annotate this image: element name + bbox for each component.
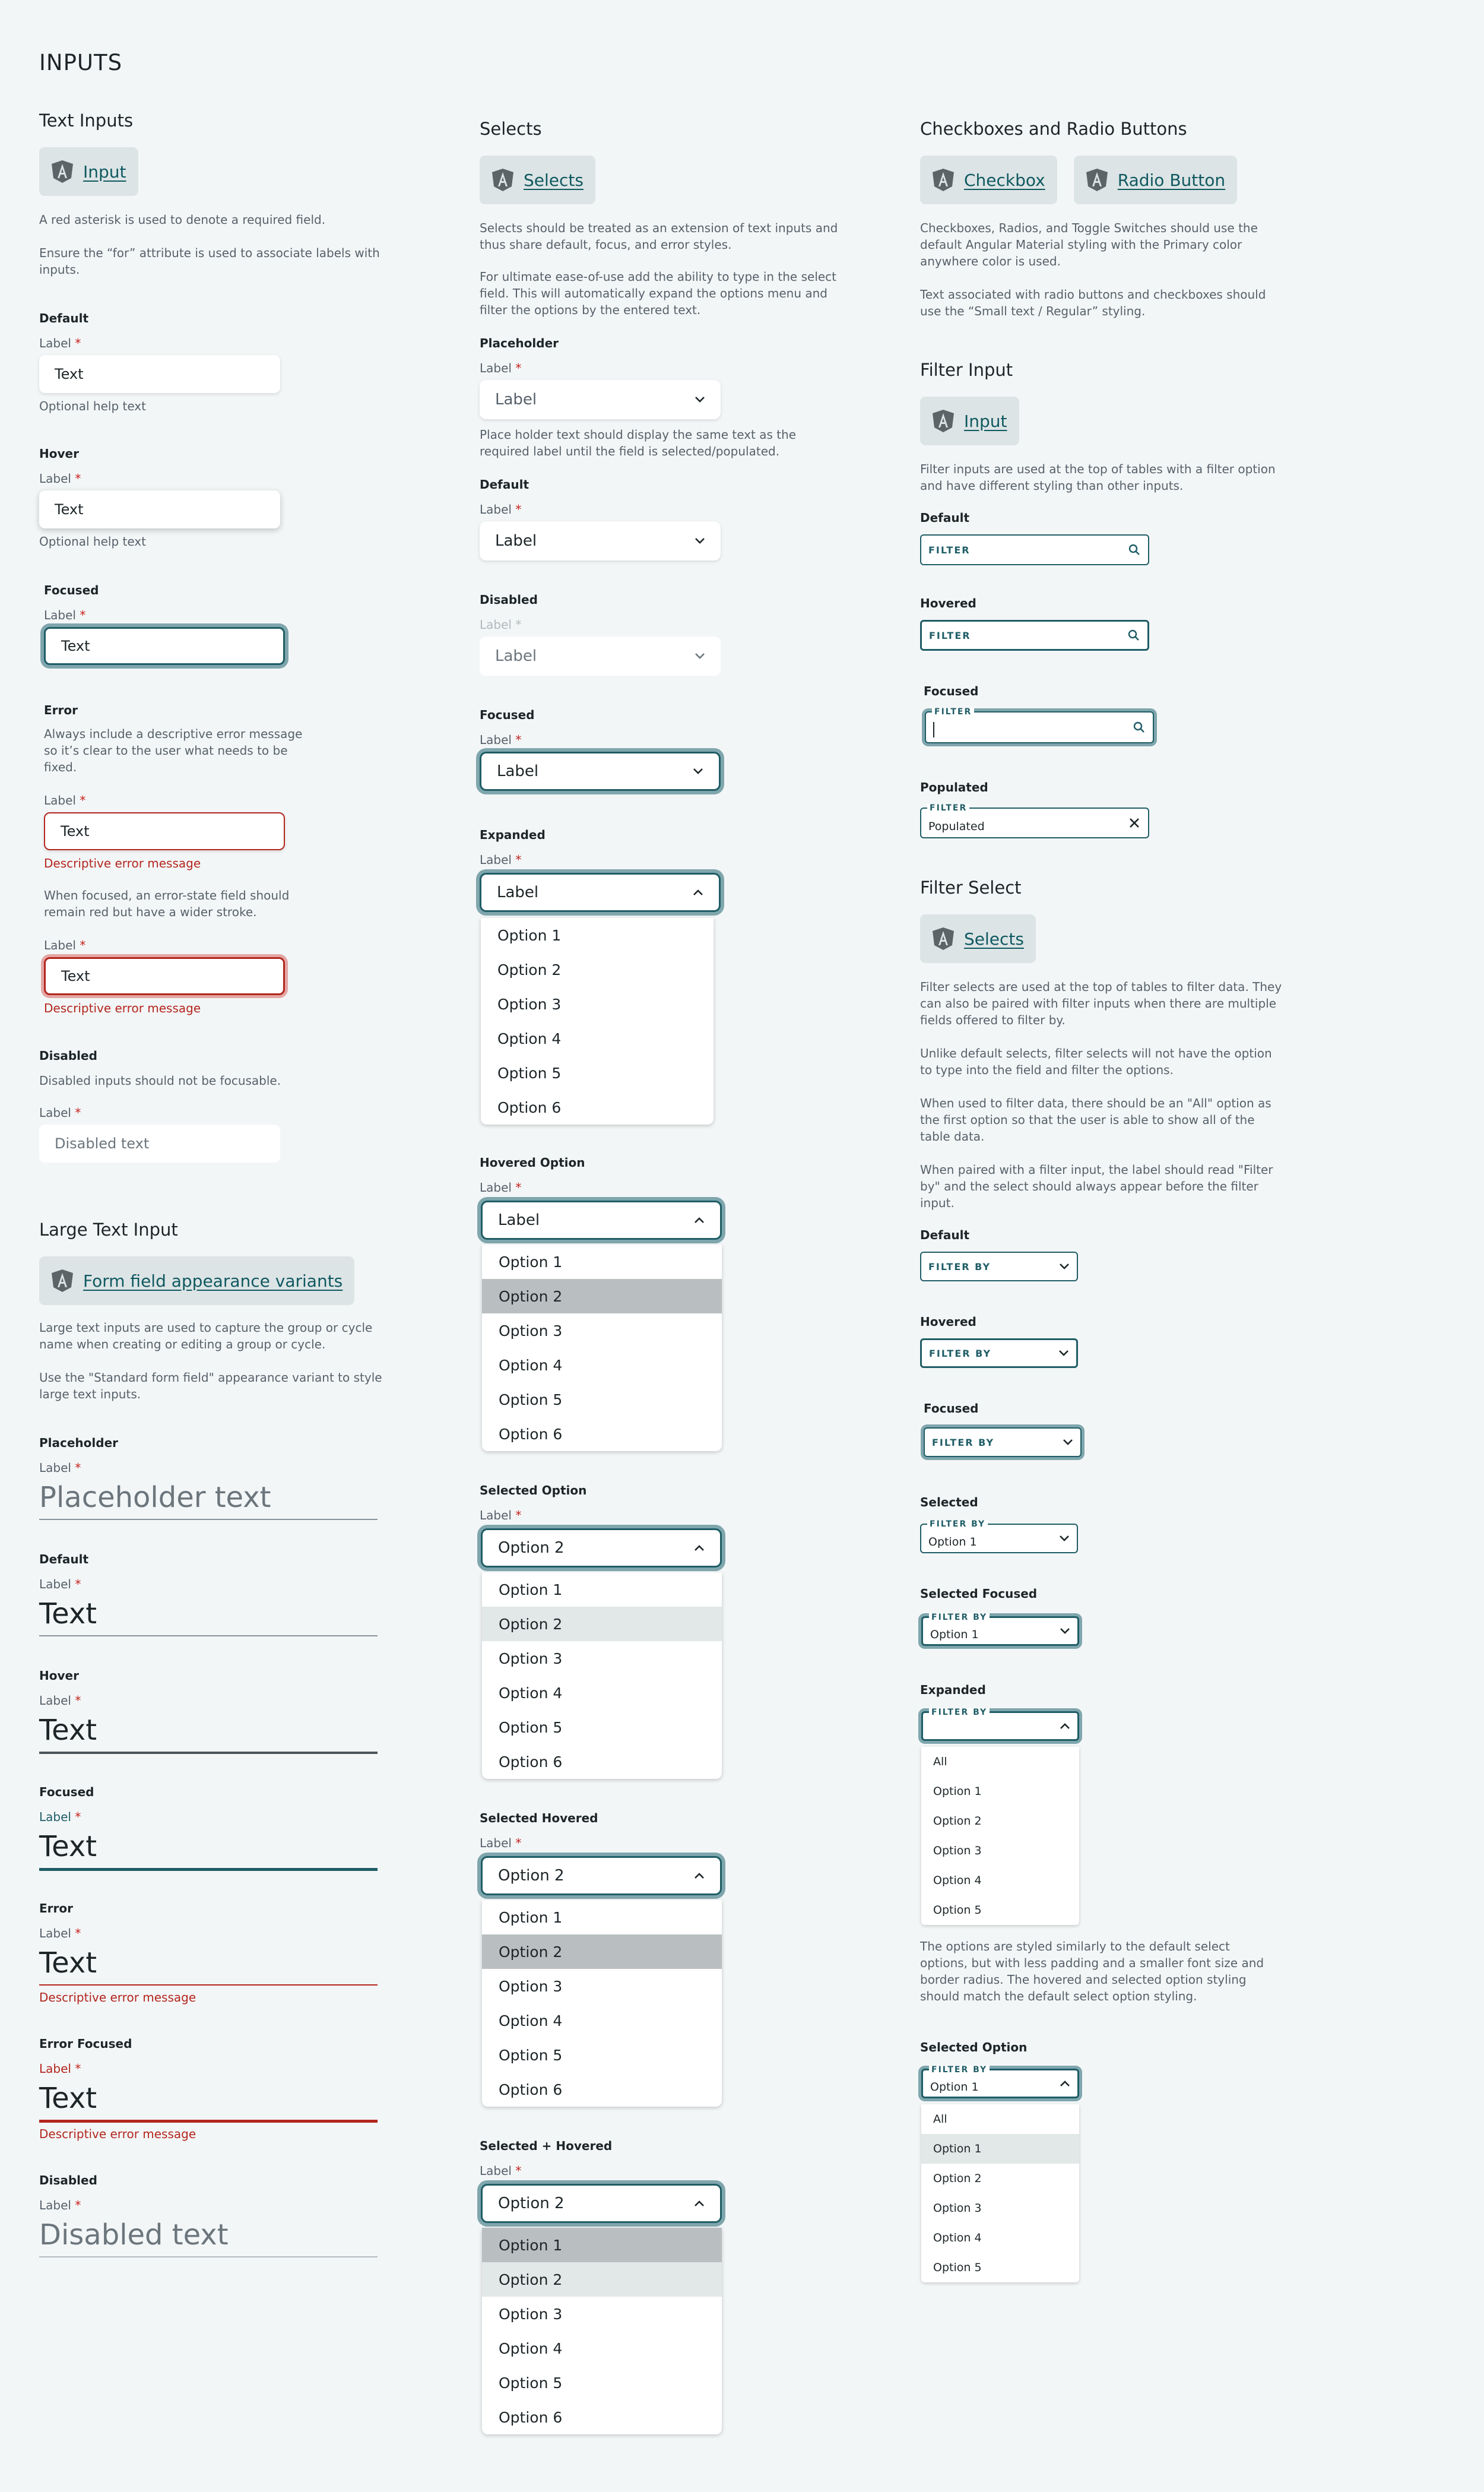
field-label: Label * [480,2164,522,2178]
angular-shield-icon [932,409,955,433]
select-selected-plus-hovered[interactable]: Option 2 [481,2184,722,2223]
select-focused-title: Focused [480,708,535,722]
text-input-hover[interactable]: Text [39,490,280,528]
select-option[interactable]: Option 1 [499,1581,563,1598]
select-option-hovered[interactable]: Option 2 [482,1279,722,1313]
select-selected-hovered-menu [482,1900,722,2107]
large-input-placeholder[interactable]: Placeholder text [39,1481,378,1520]
form-field-variants-link[interactable]: Form field appearance variants [83,1271,343,1291]
select-option[interactable]: Option 6 [499,1425,563,1443]
selects-desc-2: For ultimate ease-of-use add the ability to type in the select field. This will automatically expand the options menu and filter the options by the entered text. [480,270,837,317]
chevron-down-icon [695,653,705,660]
select-option[interactable]: Option 3 [499,1322,563,1340]
error-message: Descriptive error message [44,856,201,870]
select-hovered-option[interactable]: Label [481,1201,722,1240]
error-message: Descriptive error message [39,1990,196,2005]
filter-select-desc-1: Filter selects are used at the top of tables to filter data. They can also be paired with filter inputs when there are multiple fields offered to filter by. [920,980,1282,1027]
close-icon[interactable] [1128,816,1141,829]
filter-option[interactable]: Option 4 [933,1874,982,1887]
large-input-desc-2: Use the "Standard form field" appearance variant to style large text inputs. [39,1370,382,1401]
filter-select-selected-focused[interactable]: FILTER BY Option 1 [921,1616,1079,1646]
select-option[interactable]: Option 5 [499,2374,563,2392]
filter-input-docs-link[interactable]: Input [964,411,1007,431]
select-option[interactable]: Option 4 [499,2339,563,2357]
filter-select-hovered[interactable]: FILTER BY [920,1338,1078,1368]
filter-option[interactable]: Option 2 [933,2172,982,2185]
field-label: Label * [39,1106,81,1120]
radio-docs-chip[interactable] [1074,156,1237,204]
chevron-down-icon [1063,1439,1073,1446]
select-option-selected-hovered[interactable]: Option 2 [482,1934,722,1969]
filter-option[interactable]: Option 1 [933,1785,982,1798]
filter-select-note: The options are styled similarly to the default select options, but with less padding and a smaller font size and border radius. The hovered and selected option styling should match the default select option styling. [920,1939,1264,2003]
angular-shield-icon [51,1269,74,1293]
field-label: Label * [480,1180,522,1195]
fs-expanded-title: Expanded [920,1683,986,1697]
select-expanded-title: Expanded [480,828,546,842]
field-label: Label * [39,2198,81,2212]
select-option[interactable]: Option 4 [497,1030,562,1047]
search-icon [1127,629,1140,642]
large-error-title: Error [39,1901,73,1915]
fs-selected-title: Selected [920,1495,978,1509]
text-input-disabled: Disabled text [39,1125,280,1163]
large-default-title: Default [39,1552,89,1566]
filter-option[interactable]: Option 5 [933,1904,982,1917]
chevron-down-icon [695,537,705,544]
filter-select-default[interactable]: FILTER BY [920,1252,1078,1281]
radio-docs-link[interactable]: Radio Button [1117,170,1226,190]
chevron-up-icon [1060,2080,1070,2087]
search-icon [1133,721,1146,734]
input-docs-link[interactable]: Input [83,162,126,182]
filter-select-docs-chip[interactable] [920,914,1036,963]
field-label: Label * [39,1810,81,1824]
hover-title: Hover [39,447,79,461]
select-option[interactable]: Option 4 [499,2012,563,2029]
error-message: Descriptive error message [44,1001,201,1015]
filter-option[interactable]: Option 5 [933,2261,982,2274]
select-option[interactable]: Option 6 [499,1753,563,1771]
form-field-variants-chip[interactable] [39,1256,354,1305]
select-option[interactable]: Option 3 [499,2305,563,2323]
filter-select-focused[interactable]: FILTER BY [924,1427,1082,1457]
fs-selected-option-title: Selected Option [920,2040,1028,2054]
select-option-selected[interactable]: Option 2 [482,2262,722,2297]
filter-floating-label: FILTER BY [929,1613,990,1622]
select-option[interactable]: Option 1 [499,1908,563,1926]
checkboxes-heading: Checkboxes and Radio Buttons [920,119,1187,139]
field-label: Label * [480,1508,522,1522]
select-option[interactable]: Option 3 [497,995,562,1013]
select-option[interactable]: Option 4 [499,1356,563,1374]
select-disabled: Label [480,637,721,676]
disabled-desc: Disabled inputs should not be focusable. [39,1074,281,1088]
checkboxes-desc-1: Checkboxes, Radios, and Toggle Switches should use the default Angular Material styling with the Primary color anywhere color is used. [920,221,1258,268]
select-selected-option[interactable]: Option 2 [481,1528,722,1568]
filter-select-desc-4: When paired with a filter input, the label should read "Filter by" and the select should always appear before the filter input. [920,1163,1273,1210]
fs-selected-focused-title: Selected Focused [920,1587,1038,1601]
chevron-up-icon [694,2200,705,2207]
chevron-down-icon [1058,1350,1069,1357]
disabled-title: Disabled [39,1049,97,1063]
large-input-error-focused[interactable]: Text [39,2082,378,2123]
text-cursor [933,722,934,737]
filter-populated-title: Populated [920,780,988,794]
hovered-option-title: Hovered Option [480,1155,585,1170]
filter-option[interactable]: Option 3 [933,1844,982,1857]
selected-option-title: Selected Option [480,1483,587,1497]
select-option[interactable]: Option 6 [497,1098,562,1116]
angular-shield-icon [492,168,514,192]
filter-select-selected-menu [921,2104,1079,2282]
select-expanded[interactable]: Label [480,873,721,912]
select-option[interactable]: Option 1 [499,1253,563,1271]
fs-default-title: Default [920,1228,970,1242]
select-placeholder-desc: Place holder text should display the same text as the required label until the field is selected/populated. [480,428,797,458]
filter-hovered-title: Hovered [920,596,976,610]
filter-option[interactable]: All [933,2113,947,2126]
chevron-up-icon [694,1217,705,1224]
filter-select-selected[interactable]: FILTER BY Option 1 [920,1524,1078,1553]
field-label: Label * [39,1461,81,1475]
select-default[interactable]: Label [480,521,721,561]
filter-option[interactable]: All [933,1755,947,1768]
filter-floating-label: FILTER BY [929,2066,990,2074]
text-inputs-desc-2: Ensure the “for” attribute is used to associate labels with inputs. [39,246,380,277]
chevron-down-icon [1059,1535,1070,1542]
filter-floating-label: FILTER [932,708,974,716]
chevron-down-icon [695,396,705,403]
filter-select-desc-3: When used to filter data, there should be an "All" option as the first option so that the user is able to show all of the table data. [920,1096,1271,1144]
field-label: Label * [480,1836,522,1850]
checkbox-docs-chip[interactable] [920,156,1057,204]
select-option-hovered[interactable]: Option 1 [482,2228,722,2262]
filter-focused-title: Focused [924,684,979,698]
selects-docs-link[interactable]: Selects [524,170,584,190]
error-desc: Always include a descriptive error message so it’s clear to the user what needs to be fixed. [44,727,303,774]
large-input-desc-1: Large text inputs are used to capture the group or cycle name when creating or editing a group or cycle. [39,1321,373,1351]
error-focus-desc: When focused, an error-state field should remain red but have a wider stroke. [44,888,290,919]
filter-select-selected-option[interactable]: FILTER BY Option 1 [921,2069,1079,2098]
angular-shield-icon [1086,168,1108,192]
large-error-focused-title: Error Focused [39,2037,132,2051]
page-title: INPUTS [39,50,123,75]
select-expanded-menu [481,918,714,1125]
chevron-up-icon [694,1872,705,1879]
filter-option[interactable]: Option 3 [933,2202,982,2215]
filter-input-populated[interactable]: FILTER Populated [920,808,1149,838]
filter-floating-label: FILTER BY [927,1520,988,1528]
filter-select-docs-link[interactable]: Selects [964,929,1024,949]
angular-shield-icon [51,160,74,183]
select-option[interactable]: Option 6 [499,2408,563,2426]
selects-desc-1: Selects should be treated as an extension of text inputs and thus share default, focus, and error styles. [480,221,838,252]
select-option[interactable]: Option 6 [499,2081,563,2098]
field-label: Label * [39,2062,81,2076]
select-placeholder-title: Placeholder [480,336,559,350]
angular-shield-icon [932,168,955,192]
select-selected-hovered[interactable]: Option 2 [481,1856,722,1895]
fs-focused-title: Focused [924,1401,979,1416]
help-text: Optional help text [39,399,146,413]
select-option[interactable]: Option 3 [499,1977,563,1995]
select-default-title: Default [480,477,529,492]
large-disabled-title: Disabled [39,2173,97,2187]
select-option[interactable]: Option 5 [499,1718,563,1736]
select-option[interactable]: Option 4 [499,1684,563,1702]
large-focused-title: Focused [39,1785,94,1799]
field-label: Label * [39,1693,81,1708]
select-option[interactable]: Option 5 [499,2046,563,2064]
checkbox-radio-chips [920,156,1237,204]
selects-heading: Selects [480,119,542,139]
field-label: Label * [480,502,522,517]
chevron-down-icon [1060,1627,1070,1635]
select-option-selected[interactable]: Option 2 [482,1607,722,1641]
select-disabled-title: Disabled [480,593,538,607]
select-option[interactable]: Option 1 [497,926,562,944]
large-input-hover[interactable]: Text [39,1714,378,1754]
field-label: Label * [480,853,522,867]
field-label: Label * [480,361,522,375]
chevron-up-icon [1060,1722,1070,1730]
field-label: Label * [44,793,86,808]
fs-hovered-title: Hovered [920,1315,976,1329]
large-placeholder-title: Placeholder [39,1436,119,1450]
large-input-focused[interactable]: Text [39,1830,378,1871]
select-option[interactable]: Option 3 [499,1649,563,1667]
checkbox-docs-link[interactable]: Checkbox [964,170,1045,190]
large-input-error[interactable]: Text [39,1946,378,1986]
large-input-disabled: Disabled text [39,2218,378,2257]
select-option[interactable]: Option 2 [497,961,562,979]
filter-select-heading: Filter Select [920,878,1022,898]
filter-option[interactable]: Option 4 [933,2231,982,2244]
text-input-focused[interactable]: Text [44,627,285,665]
error-title: Error [44,703,78,717]
checkboxes-desc-2: Text associated with radio buttons and checkboxes should use the “Small text / Regular” styling. [920,287,1266,318]
chevron-down-icon [693,768,703,775]
default-title: Default [39,311,89,325]
text-input-default[interactable]: Text [39,355,280,393]
select-option[interactable]: Option 5 [499,1391,563,1408]
filter-input-hovered[interactable]: FILTER [920,620,1149,651]
filter-option-selected[interactable]: Option 1 [921,2134,1079,2164]
select-hovered-menu [482,1245,722,1451]
chevron-up-icon [693,889,703,896]
select-selected-menu [482,1572,722,1779]
select-selected-plus-hovered-menu [482,2228,722,2434]
field-label: Label * [480,618,522,632]
field-label: Label * [39,336,81,350]
field-label: Label * [39,1926,81,1940]
filter-input-default[interactable]: FILTER [920,534,1149,565]
text-input-error-focused[interactable]: Text [44,957,285,995]
filter-input-desc: Filter inputs are used at the top of tables with a filter option and have different styling than other inputs. [920,462,1276,493]
filter-select-desc-2: Unlike default selects, filter selects will not have the option to type into the field and filter the options. [920,1046,1272,1077]
filter-select-expanded[interactable] [921,1708,1079,1741]
large-input-default[interactable]: Text [39,1597,378,1636]
field-label: Label * [480,733,522,747]
field-label: Label * [39,1577,81,1591]
field-label: Label * [39,471,81,486]
field-label: Label * [44,938,86,952]
chevron-up-icon [694,1544,705,1551]
input-docs-chip[interactable] [39,147,138,196]
angular-shield-icon [932,927,955,951]
filter-option[interactable]: Option 2 [933,1815,982,1828]
filter-input-focused[interactable] [925,707,1154,743]
filter-input-docs-chip[interactable] [920,397,1019,445]
filter-default-title: Default [920,511,970,525]
error-message: Descriptive error message [39,2127,196,2141]
select-placeholder[interactable]: Label [480,380,721,419]
select-focused[interactable]: Label [480,752,721,791]
focused-title: Focused [44,583,99,597]
filter-input-heading: Filter Input [920,360,1013,380]
selected-hovered-title: Selected Hovered [480,1811,598,1825]
text-inputs-desc-1: A red asterisk is used to denote a required field. [39,213,326,227]
field-label: Label * [44,608,86,622]
text-input-error[interactable]: Text [44,812,285,850]
filter-floating-label: FILTER [927,804,969,812]
large-hover-title: Hover [39,1668,79,1683]
large-input-heading: Large Text Input [39,1220,178,1240]
search-icon [1128,543,1141,556]
help-text: Optional help text [39,534,146,549]
text-inputs-heading: Text Inputs [39,110,134,131]
filter-select-expanded-menu [921,1747,1079,1925]
selects-docs-chip[interactable] [480,156,595,204]
selected-plus-hovered-title: Selected + Hovered [480,2139,613,2153]
select-option[interactable]: Option 5 [497,1064,562,1082]
filter-floating-label: FILTER BY [929,1708,990,1717]
chevron-down-icon [1059,1263,1070,1270]
